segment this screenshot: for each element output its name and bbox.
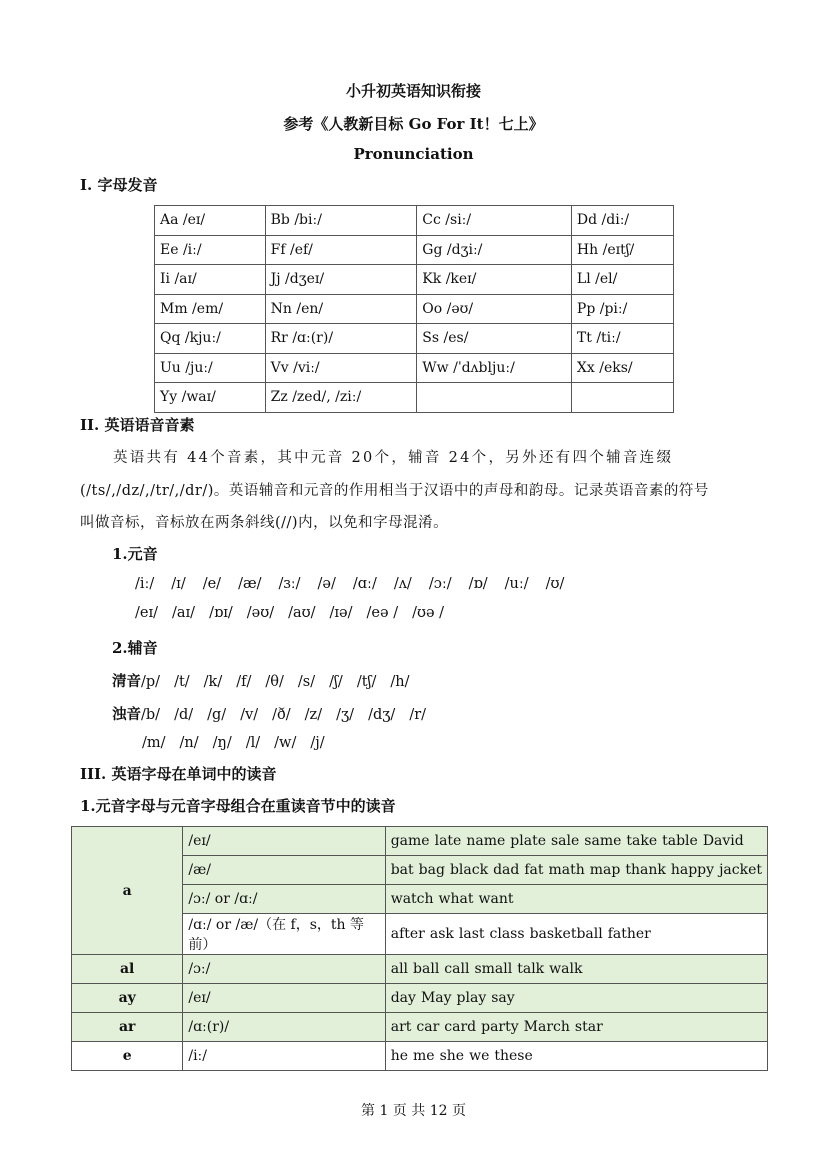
letter-cell: Ii /aɪ/ [155,265,266,295]
section-title: Pronunciation [353,145,474,163]
letter-cell: Gg /dʒiː/ [417,235,572,265]
phonetic-symbol: /b/ [141,707,161,723]
phonetic-symbol: /e/ [202,576,222,592]
rule-letter-cell: e [72,1042,183,1071]
phonetic-symbol: /iː/ [135,576,155,592]
example-word: say [491,990,515,1006]
letter-cell: Vv /viː/ [265,353,417,383]
example-word: ask [429,926,454,942]
phonetic-symbol: /p/ [141,674,161,690]
letter-cell: Rr /ɑː(r)/ [265,324,417,354]
example-word: name [466,833,506,849]
rule-words-cell [385,856,767,885]
letter-cell: Dd /diː/ [571,206,673,236]
letter-cell: Jj /dʒeɪ/ [265,265,417,295]
vowels-row-1 [135,576,581,592]
rule-ipa-cell: /ɔː/ [183,955,385,984]
example-word: same [584,833,622,849]
letters-row [155,294,674,324]
letter-cell: Tt /tiː/ [571,324,673,354]
example-word: what [438,891,474,907]
vowels-row-2 [135,605,458,621]
example-word: these [494,1048,533,1064]
phonetic-symbol: /k/ [203,674,223,690]
phonetic-symbol: /f/ [236,674,252,690]
example-word: map [589,862,621,878]
intro-line-3: 叫做音标，音标放在两条斜线(//)内，以免和字母混淆。 [80,515,449,531]
example-word: basketball [529,926,603,942]
rule-words-cell [385,885,767,914]
letter-cell: Pp /piː/ [571,294,673,324]
letter-cell: Nn /en/ [265,294,417,324]
rule-row [72,1013,768,1042]
rule-letter-cell: a [72,827,183,955]
letter-cell: Yy /waɪ/ [155,383,266,413]
phonetic-symbol: /aɪ/ [172,605,196,621]
phonetic-symbol: /w/ [274,735,297,751]
example-word: black [449,862,489,878]
example-word: we [469,1048,490,1064]
example-word: bag [418,862,445,878]
rule-row [72,1042,768,1071]
rule-ipa-cell: /ɔː/ or /ɑː/ [183,885,385,914]
example-word: table [662,833,698,849]
intro-line-2: (/ts/,/dz/,/tr/,/dr/)。英语辅音和元音的作用相当于汉语中的声母和韵母。记录英语音素的符号 [80,483,709,499]
vowels-heading: 1.元音 [112,545,158,563]
voiced-label: 浊音 [112,706,141,723]
phonetic-symbol: /eə / [366,605,399,621]
rule-ipa-cell: /æ/ [183,856,385,885]
letters-row [155,383,674,413]
example-word: watch [390,891,434,907]
example-word: dad [493,862,520,878]
example-word: day [390,990,416,1006]
example-word: car [416,1019,440,1035]
phonetic-symbol: /əʊ/ [246,605,275,621]
letter-cell: Ss /es/ [417,324,572,354]
document-title: 小升初英语知识衔接 [345,82,481,100]
example-word: star [574,1019,603,1035]
example-word: fat [524,862,544,878]
example-word: jacket [719,862,762,878]
phonetic-symbol: /ʌ/ [393,576,412,592]
letters-row [155,324,674,354]
letter-cell: Ll /el/ [571,265,673,295]
example-word: class [489,926,525,942]
phonetic-symbol: /ɒɪ/ [209,605,233,621]
letter-cell: Uu /juː/ [155,353,266,383]
example-word: last [458,926,485,942]
letter-cell [571,383,673,413]
example-word: ball [413,961,440,977]
phonetic-symbol: /h/ [390,674,410,690]
phonetic-symbol: /j/ [310,735,325,751]
section1-heading: I. 字母发音 [80,176,158,194]
phonetic-symbol: /tʃ/ [356,674,377,690]
rule-row [72,984,768,1013]
phonetic-symbol: /ð/ [272,707,291,723]
rule-letter-cell: ay [72,984,183,1013]
phonetic-symbol: /ʃ/ [329,674,343,690]
example-word: May [420,990,452,1006]
letter-cell: Xx /eks/ [571,353,673,383]
letter-cell: Bb /biː/ [265,206,417,236]
phonetic-symbol: /ɪ/ [171,576,186,592]
example-word: late [434,833,462,849]
example-word: he [390,1048,409,1064]
example-word: talk [517,961,545,977]
example-word: game [390,833,430,849]
example-word: plate [510,833,546,849]
page-footer: 第 1 页 共 12 页 [361,1103,466,1119]
example-word: father [607,926,651,942]
example-word: small [474,961,513,977]
voiced-row-2 [142,735,339,751]
phonetic-symbol: /g/ [207,707,227,723]
letters-row [155,235,674,265]
example-word: she [439,1048,465,1064]
letter-cell: Kk /keɪ/ [417,265,572,295]
rule-letter-cell: ar [72,1013,183,1042]
section3-subheading: 1.元音字母与元音字母组合在重读音节中的读音 [80,797,396,815]
rule-words-cell [385,914,767,955]
section3-heading: III. 英语字母在单词中的读音 [80,765,277,783]
phonetic-symbol: /dʒ/ [368,707,396,723]
phonetic-symbol: /ə/ [317,576,336,592]
rule-ipa-cell: /ɑː(r)/ [183,1013,385,1042]
phonetic-symbol: /θ/ [265,674,284,690]
letters-table [154,205,674,413]
phonetic-symbol: /z/ [304,707,323,723]
phonetic-symbol: /m/ [142,735,166,751]
rule-ipa-cell: /eɪ/ [183,827,385,856]
example-word: walk [549,961,583,977]
rule-words-cell [385,827,767,856]
phonetic-symbol: /uː/ [504,576,529,592]
phonetic-symbol: /ɪə/ [329,605,353,621]
letter-cell [417,383,572,413]
phonetic-symbol: /s/ [297,674,316,690]
example-word: after [390,926,425,942]
letter-cell: Zz /zed/, /ziː/ [265,383,417,413]
example-word: sale [550,833,580,849]
letter-cell: Mm /em/ [155,294,266,324]
example-word: art [390,1019,412,1035]
letter-cell: Ee /iː/ [155,235,266,265]
example-word: take [626,833,658,849]
rule-words-cell [385,1042,767,1071]
letter-cell: Aa /eɪ/ [155,206,266,236]
rule-words-cell [385,984,767,1013]
rule-words-cell [385,1013,767,1042]
rule-letter-cell: al [72,955,183,984]
letter-cell: Ww /ˈdʌbljuː/ [417,353,572,383]
example-word: all [390,961,409,977]
rule-ipa-cell: /ɑː/ or /æ/（在 f，s，th 等前） [183,914,385,955]
letter-cell: Hh /eɪtʃ/ [571,235,673,265]
example-word: math [548,862,585,878]
phonetic-symbol: /æ/ [238,576,262,592]
letter-cell: Qq /kjuː/ [155,324,266,354]
example-word: me [413,1048,435,1064]
letters-row [155,265,674,295]
phonetic-symbol: /d/ [174,707,194,723]
section2-heading: II. 英语语音音素 [80,416,195,434]
letters-row [155,206,674,236]
phonetic-symbol: /t/ [174,674,190,690]
example-word: card [444,1019,477,1035]
rule-row [72,955,768,984]
phonetic-symbol: /eɪ/ [135,605,158,621]
phonetic-symbol: /r/ [409,707,427,723]
letters-row [155,353,674,383]
letter-cell: Cc /siː/ [417,206,572,236]
example-word: thank [625,862,666,878]
phonetic-symbol: /n/ [179,735,199,751]
rule-row [72,827,768,856]
example-word: play [456,990,487,1006]
vowel-rules-table [71,826,768,1071]
example-word: bat [390,862,414,878]
phonetic-symbol: /ŋ/ [212,735,232,751]
phonetic-symbol: /ɜː/ [278,576,301,592]
example-word: March [523,1019,570,1035]
rule-words-cell [385,955,767,984]
rule-ipa-cell: /iː/ [183,1042,385,1071]
phonetic-symbol: /ɔː/ [428,576,452,592]
intro-line-1: 英语共有 44个音素，其中元音 20个，辅音 24个，另外还有四个辅音连缀 [113,450,674,466]
phonetic-symbol: /v/ [240,707,259,723]
letter-cell: Ff /ef/ [265,235,417,265]
voiceless-row [112,670,423,691]
voiceless-label: 清音 [112,673,141,690]
phonetic-symbol: /ʒ/ [336,707,355,723]
phonetic-symbol: /ɑː/ [352,576,377,592]
example-word: want [478,891,514,907]
consonants-heading: 2.辅音 [112,639,158,657]
example-word: party [481,1019,519,1035]
phonetic-symbol: /ɒ/ [468,576,488,592]
example-word: happy [670,862,715,878]
example-word: call [444,961,470,977]
rule-ipa-cell: /eɪ/ [183,984,385,1013]
document-subtitle: 参考《人教新目标 Go For It！七上》 [283,115,544,133]
voiced-row [112,703,440,724]
phonetic-symbol: /l/ [245,735,261,751]
letter-cell: Oo /əʊ/ [417,294,572,324]
phonetic-symbol: /ʊ/ [545,576,565,592]
example-word: David [702,833,744,849]
phonetic-symbol: /ʊə / [412,605,445,621]
phonetic-symbol: /aʊ/ [288,605,316,621]
